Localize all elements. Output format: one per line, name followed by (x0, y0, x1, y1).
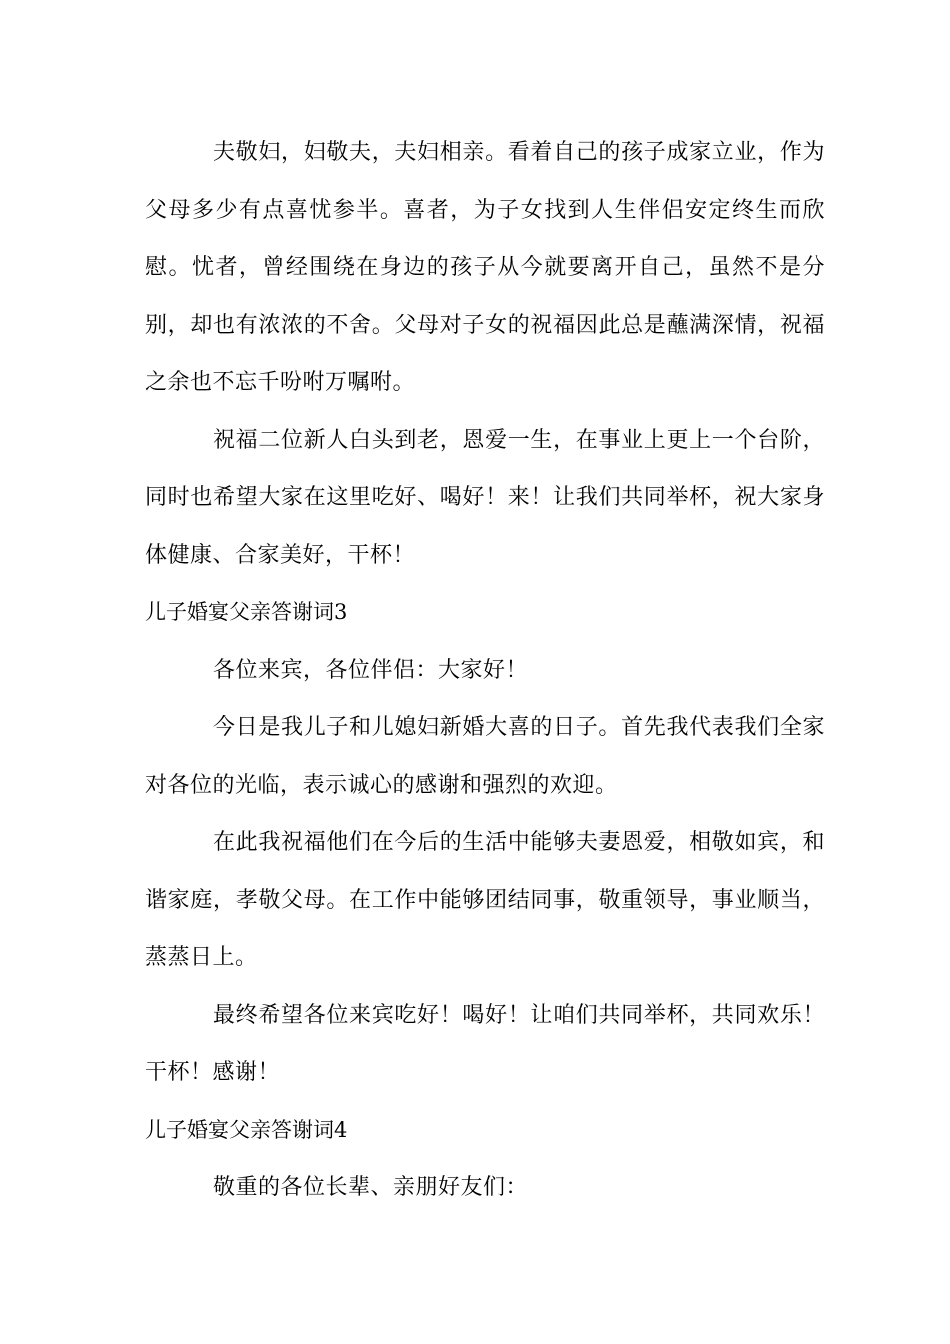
paragraph-greeting: 各位来宾，各位伴侣：大家好！ (213, 657, 529, 683)
paragraph-salutation: 敬重的各位长辈、亲朋好友们： (213, 1175, 529, 1200)
paragraph-wishes: 在此我祝福他们在今后的生活中能够夫妻恩爱，相敬如宾，和谐家庭，孝敬父母。在工作中能够团结同事，敬重领导，事业顺当，蒸蒸日上。 (145, 830, 825, 970)
paragraph-thanks: 今日是我儿子和儿媳妇新婚大喜的日子。首先我代表我们全家对各位的光临，表示诚心的感谢和强烈的欢迎。 (145, 715, 825, 798)
section-heading-3: 儿子婚宴父亲答谢词3 (145, 600, 348, 624)
paragraph-toast: 祝福二位新人白头到老，恩爱一生，在事业上更上一个台阶，同时也希望大家在这里吃好、喝好！来！让我们共同举杯，祝大家身体健康、合家美好，干杯！ (145, 427, 825, 568)
document-body (145, 124, 825, 1217)
paragraph-parents-blessing: 夫敬妇，妇敬夫，夫妇相亲。看着自己的孩子成家立业，作为父母多少有点喜忧参半。喜者，为子女找到人生伴侣安定终生而欣慰。忧者，曾经围绕在身边的孩子从今就要离开自己，虽然不是分别，却也有浓浓的不舍。父母对子女的祝福因此总是蘸满深情，祝福之余也不忘千吩咐万嘱咐。 (145, 140, 825, 395)
section-heading-4: 儿子婚宴父亲答谢词4 (145, 1117, 348, 1142)
paragraph-closing-toast: 最终希望各位来宾吃好！喝好！让咱们共同举杯，共同欢乐！干杯！感谢！ (145, 1002, 825, 1085)
